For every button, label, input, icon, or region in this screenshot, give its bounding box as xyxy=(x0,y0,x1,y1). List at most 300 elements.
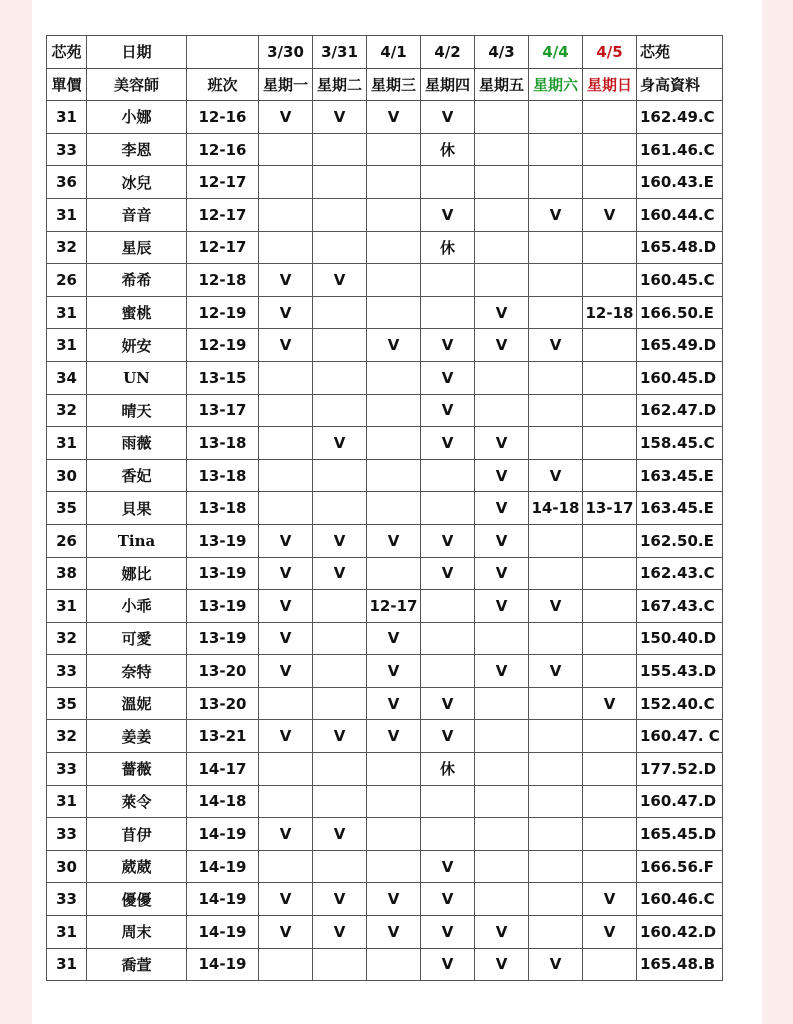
shift-cell: 12-17 xyxy=(187,166,259,199)
day-cell xyxy=(475,818,529,851)
price-cell: 31 xyxy=(47,785,87,818)
beautician-name: 星辰 xyxy=(87,231,187,264)
price-cell: 30 xyxy=(47,459,87,492)
day-cell xyxy=(367,557,421,590)
day-cell xyxy=(529,622,583,655)
shift-cell: 13-19 xyxy=(187,524,259,557)
brand-label-right: 芯苑 xyxy=(637,36,723,69)
day-cell: 14-18 xyxy=(529,492,583,525)
day-cell xyxy=(475,687,529,720)
day-cell xyxy=(475,198,529,231)
height-cell: 167.43.C xyxy=(637,590,723,623)
day-cell xyxy=(367,166,421,199)
price-cell: 31 xyxy=(47,948,87,981)
price-cell: 31 xyxy=(47,329,87,362)
shift-cell: 12-18 xyxy=(187,264,259,297)
day-cell xyxy=(367,296,421,329)
day-cell xyxy=(313,655,367,688)
day-cell: 休 xyxy=(421,231,475,264)
table-row xyxy=(47,720,723,753)
day-cell: V xyxy=(367,524,421,557)
day-cell: V xyxy=(529,459,583,492)
shift-cell: 13-19 xyxy=(187,590,259,623)
day-cell: V xyxy=(475,590,529,623)
day-cell: V xyxy=(529,198,583,231)
date-header-saturday: 4/4 xyxy=(529,36,583,69)
day-cell xyxy=(421,785,475,818)
day-cell: V xyxy=(313,720,367,753)
day-cell xyxy=(529,785,583,818)
day-cell xyxy=(475,231,529,264)
day-cell xyxy=(367,231,421,264)
day-cell xyxy=(529,133,583,166)
date-header: 3/31 xyxy=(313,36,367,69)
height-cell: 163.45.E xyxy=(637,492,723,525)
day-cell xyxy=(475,394,529,427)
table-row xyxy=(47,459,723,492)
shift-cell: 12-16 xyxy=(187,133,259,166)
day-cell xyxy=(259,850,313,883)
beautician-name: 葳葳 xyxy=(87,850,187,883)
day-cell xyxy=(259,133,313,166)
price-cell: 36 xyxy=(47,166,87,199)
day-cell xyxy=(475,133,529,166)
day-cell: V xyxy=(259,329,313,362)
day-cell: V xyxy=(367,720,421,753)
day-cell xyxy=(529,883,583,916)
day-cell: V xyxy=(367,622,421,655)
day-cell xyxy=(475,361,529,394)
day-cell: V xyxy=(475,655,529,688)
table-row xyxy=(47,133,723,166)
day-cell xyxy=(583,101,637,134)
header-row-weekdays xyxy=(47,68,723,101)
day-cell xyxy=(259,166,313,199)
day-cell xyxy=(475,785,529,818)
day-cell: V xyxy=(259,524,313,557)
shift-cell: 13-19 xyxy=(187,622,259,655)
day-cell xyxy=(259,394,313,427)
day-cell xyxy=(313,948,367,981)
day-cell xyxy=(529,916,583,949)
day-cell xyxy=(475,720,529,753)
table-row xyxy=(47,329,723,362)
table-row xyxy=(47,524,723,557)
shift-cell: 12-19 xyxy=(187,329,259,362)
table-row xyxy=(47,655,723,688)
beautician-name: 雨薇 xyxy=(87,427,187,460)
day-cell xyxy=(367,198,421,231)
shift-cell: 13-15 xyxy=(187,361,259,394)
day-cell xyxy=(421,655,475,688)
height-cell: 160.42.D xyxy=(637,916,723,949)
beautician-name: 周末 xyxy=(87,916,187,949)
price-cell: 31 xyxy=(47,916,87,949)
beautician-name: 冰兒 xyxy=(87,166,187,199)
beautician-name: UN xyxy=(87,361,187,394)
height-cell: 160.43.E xyxy=(637,166,723,199)
day-cell xyxy=(583,166,637,199)
day-cell: V xyxy=(313,264,367,297)
table-row xyxy=(47,916,723,949)
price-cell: 33 xyxy=(47,818,87,851)
price-cell: 35 xyxy=(47,687,87,720)
day-cell: V xyxy=(313,883,367,916)
price-cell: 38 xyxy=(47,557,87,590)
day-cell xyxy=(313,394,367,427)
day-cell: V xyxy=(259,557,313,590)
shift-cell: 13-18 xyxy=(187,459,259,492)
table-row xyxy=(47,492,723,525)
shift-cell: 14-19 xyxy=(187,883,259,916)
table-row xyxy=(47,427,723,460)
day-cell xyxy=(529,296,583,329)
day-cell: V xyxy=(475,296,529,329)
day-cell: V xyxy=(421,850,475,883)
day-cell: V xyxy=(475,557,529,590)
day-cell: V xyxy=(367,329,421,362)
day-cell xyxy=(421,296,475,329)
day-cell xyxy=(583,655,637,688)
table-row xyxy=(47,590,723,623)
height-cell: 160.47. C xyxy=(637,720,723,753)
shift-cell: 12-17 xyxy=(187,231,259,264)
day-cell xyxy=(583,557,637,590)
day-cell: V xyxy=(421,329,475,362)
day-cell xyxy=(475,753,529,786)
beautician-name: 妍安 xyxy=(87,329,187,362)
table-row xyxy=(47,818,723,851)
height-cell: 162.49.C xyxy=(637,101,723,134)
day-cell xyxy=(529,818,583,851)
day-cell xyxy=(259,492,313,525)
day-cell: V xyxy=(367,655,421,688)
beautician-name: 溫妮 xyxy=(87,687,187,720)
day-cell xyxy=(583,622,637,655)
height-cell: 160.47.D xyxy=(637,785,723,818)
day-cell: V xyxy=(313,818,367,851)
day-cell: V xyxy=(475,329,529,362)
day-cell xyxy=(421,459,475,492)
price-label: 單價 xyxy=(47,68,87,101)
day-cell: V xyxy=(259,916,313,949)
day-cell: V xyxy=(259,622,313,655)
price-cell: 26 xyxy=(47,264,87,297)
day-cell xyxy=(313,492,367,525)
day-cell xyxy=(529,231,583,264)
table-row xyxy=(47,296,723,329)
table-row xyxy=(47,687,723,720)
day-cell: V xyxy=(475,948,529,981)
shift-cell: 13-19 xyxy=(187,557,259,590)
day-cell xyxy=(421,818,475,851)
day-cell: V xyxy=(421,361,475,394)
height-cell: 160.45.D xyxy=(637,361,723,394)
day-cell xyxy=(367,818,421,851)
price-cell: 32 xyxy=(47,231,87,264)
day-cell xyxy=(529,166,583,199)
price-cell: 33 xyxy=(47,655,87,688)
day-cell: V xyxy=(259,883,313,916)
price-cell: 32 xyxy=(47,622,87,655)
day-cell xyxy=(259,785,313,818)
beautician-name: 娜比 xyxy=(87,557,187,590)
weekday-header: 星期二 xyxy=(313,68,367,101)
height-cell: 161.46.C xyxy=(637,133,723,166)
height-cell: 150.40.D xyxy=(637,622,723,655)
day-cell: 休 xyxy=(421,133,475,166)
price-cell: 31 xyxy=(47,296,87,329)
day-cell xyxy=(475,166,529,199)
height-cell: 165.45.D xyxy=(637,818,723,851)
day-cell xyxy=(259,231,313,264)
day-cell: V xyxy=(367,883,421,916)
day-cell xyxy=(313,198,367,231)
day-cell xyxy=(583,818,637,851)
day-cell xyxy=(583,590,637,623)
day-cell: V xyxy=(421,101,475,134)
height-cell: 162.47.D xyxy=(637,394,723,427)
height-cell: 165.48.B xyxy=(637,948,723,981)
day-cell: V xyxy=(259,655,313,688)
beautician-name: 小乖 xyxy=(87,590,187,623)
day-cell xyxy=(583,329,637,362)
day-cell xyxy=(313,329,367,362)
table-row xyxy=(47,101,723,134)
beautician-name: 苜伊 xyxy=(87,818,187,851)
table-row xyxy=(47,198,723,231)
day-cell xyxy=(313,590,367,623)
shift-cell: 13-18 xyxy=(187,492,259,525)
height-cell: 155.43.D xyxy=(637,655,723,688)
beautician-name: 希希 xyxy=(87,264,187,297)
day-cell: V xyxy=(475,459,529,492)
beautician-name: 姜姜 xyxy=(87,720,187,753)
shift-cell: 14-18 xyxy=(187,785,259,818)
height-cell: 160.46.C xyxy=(637,883,723,916)
beautician-name: 音音 xyxy=(87,198,187,231)
beautician-schedule-table xyxy=(46,35,723,981)
height-cell: 163.45.E xyxy=(637,459,723,492)
day-cell: V xyxy=(529,329,583,362)
day-cell xyxy=(421,622,475,655)
day-cell xyxy=(529,524,583,557)
day-cell: V xyxy=(421,687,475,720)
day-cell xyxy=(529,427,583,460)
day-cell: V xyxy=(583,916,637,949)
day-cell xyxy=(313,753,367,786)
day-cell xyxy=(367,850,421,883)
day-cell: V xyxy=(529,948,583,981)
height-cell: 166.56.F xyxy=(637,850,723,883)
height-cell: 165.49.D xyxy=(637,329,723,362)
shift-cell: 13-17 xyxy=(187,394,259,427)
day-cell: V xyxy=(475,492,529,525)
day-cell: V xyxy=(313,916,367,949)
weekday-header-sunday: 星期日 xyxy=(583,68,637,101)
day-cell xyxy=(259,459,313,492)
day-cell xyxy=(529,850,583,883)
day-cell xyxy=(421,590,475,623)
height-cell: 160.45.C xyxy=(637,264,723,297)
table-row xyxy=(47,557,723,590)
table-row xyxy=(47,883,723,916)
height-cell: 162.50.E xyxy=(637,524,723,557)
day-cell: V xyxy=(313,557,367,590)
table-row xyxy=(47,264,723,297)
brand-label: 芯苑 xyxy=(47,36,87,69)
beautician-name: 晴天 xyxy=(87,394,187,427)
shift-cell: 13-20 xyxy=(187,687,259,720)
day-cell: 13-17 xyxy=(583,492,637,525)
day-cell xyxy=(529,753,583,786)
beautician-name: 可愛 xyxy=(87,622,187,655)
day-cell xyxy=(475,264,529,297)
price-cell: 33 xyxy=(47,133,87,166)
day-cell xyxy=(313,231,367,264)
day-cell xyxy=(583,361,637,394)
day-cell xyxy=(421,264,475,297)
price-cell: 32 xyxy=(47,394,87,427)
day-cell xyxy=(259,948,313,981)
day-cell: V xyxy=(421,883,475,916)
day-cell xyxy=(529,361,583,394)
beautician-name: 小娜 xyxy=(87,101,187,134)
price-cell: 30 xyxy=(47,850,87,883)
day-cell xyxy=(583,785,637,818)
beautician-name: 優優 xyxy=(87,883,187,916)
shift-cell: 14-19 xyxy=(187,948,259,981)
day-cell xyxy=(583,264,637,297)
day-cell xyxy=(583,850,637,883)
day-cell: V xyxy=(367,101,421,134)
height-cell: 152.40.C xyxy=(637,687,723,720)
day-cell xyxy=(475,622,529,655)
day-cell: V xyxy=(313,427,367,460)
day-cell: V xyxy=(313,101,367,134)
day-cell xyxy=(313,785,367,818)
table-row xyxy=(47,361,723,394)
shift-cell: 12-19 xyxy=(187,296,259,329)
day-cell xyxy=(529,264,583,297)
day-cell xyxy=(313,361,367,394)
day-cell: V xyxy=(583,687,637,720)
weekday-header: 星期三 xyxy=(367,68,421,101)
shift-cell: 13-21 xyxy=(187,720,259,753)
price-cell: 34 xyxy=(47,361,87,394)
shift-cell: 13-18 xyxy=(187,427,259,460)
day-cell xyxy=(313,296,367,329)
day-cell xyxy=(583,427,637,460)
day-cell xyxy=(367,753,421,786)
beautician-name: 蜜桃 xyxy=(87,296,187,329)
day-cell: V xyxy=(367,687,421,720)
weekday-header: 星期四 xyxy=(421,68,475,101)
price-cell: 31 xyxy=(47,101,87,134)
height-cell: 160.44.C xyxy=(637,198,723,231)
beautician-name: 喬萱 xyxy=(87,948,187,981)
height-label: 身高資料 xyxy=(637,68,723,101)
day-cell xyxy=(583,231,637,264)
day-cell: V xyxy=(259,590,313,623)
table-row xyxy=(47,948,723,981)
beautician-name: 貝果 xyxy=(87,492,187,525)
day-cell xyxy=(529,101,583,134)
price-cell: 31 xyxy=(47,590,87,623)
shift-label: 班次 xyxy=(187,68,259,101)
day-cell: 12-17 xyxy=(367,590,421,623)
shift-cell: 12-17 xyxy=(187,198,259,231)
day-cell xyxy=(367,427,421,460)
day-cell xyxy=(313,687,367,720)
day-cell xyxy=(313,133,367,166)
weekday-header: 星期一 xyxy=(259,68,313,101)
height-cell: 162.43.C xyxy=(637,557,723,590)
day-cell xyxy=(367,133,421,166)
day-cell xyxy=(475,883,529,916)
beautician-name: 李恩 xyxy=(87,133,187,166)
day-cell: 休 xyxy=(421,753,475,786)
day-cell xyxy=(475,850,529,883)
day-cell: V xyxy=(583,198,637,231)
day-cell: V xyxy=(475,427,529,460)
day-cell xyxy=(259,427,313,460)
table-row xyxy=(47,394,723,427)
table-row xyxy=(47,785,723,818)
beautician-name: 薔薇 xyxy=(87,753,187,786)
day-cell: V xyxy=(259,296,313,329)
day-cell: V xyxy=(421,916,475,949)
day-cell: V xyxy=(529,590,583,623)
day-cell: V xyxy=(259,264,313,297)
height-cell: 158.45.C xyxy=(637,427,723,460)
day-cell: 12-18 xyxy=(583,296,637,329)
day-cell: V xyxy=(367,916,421,949)
height-cell: 166.50.E xyxy=(637,296,723,329)
day-cell xyxy=(529,687,583,720)
date-label: 日期 xyxy=(87,36,187,69)
header-row-dates xyxy=(47,36,723,69)
beautician-name: 香妃 xyxy=(87,459,187,492)
height-cell: 165.48.D xyxy=(637,231,723,264)
day-cell: V xyxy=(475,524,529,557)
beautician-name: 萊令 xyxy=(87,785,187,818)
day-cell xyxy=(583,753,637,786)
shift-cell: 14-19 xyxy=(187,850,259,883)
beautician-name: 奈特 xyxy=(87,655,187,688)
day-cell xyxy=(367,361,421,394)
day-cell: V xyxy=(421,948,475,981)
day-cell xyxy=(367,459,421,492)
schedule-sheet xyxy=(32,0,762,1024)
beautician-name: Tina xyxy=(87,524,187,557)
price-cell: 31 xyxy=(47,198,87,231)
day-cell: V xyxy=(583,883,637,916)
day-cell xyxy=(583,524,637,557)
day-cell: V xyxy=(421,198,475,231)
height-cell: 177.52.D xyxy=(637,753,723,786)
shift-cell: 14-17 xyxy=(187,753,259,786)
shift-cell: 13-20 xyxy=(187,655,259,688)
weekday-header: 星期五 xyxy=(475,68,529,101)
day-cell xyxy=(313,622,367,655)
day-cell: V xyxy=(313,524,367,557)
table-row xyxy=(47,166,723,199)
weekday-header-saturday: 星期六 xyxy=(529,68,583,101)
day-cell xyxy=(529,720,583,753)
day-cell: V xyxy=(421,524,475,557)
day-cell xyxy=(583,133,637,166)
